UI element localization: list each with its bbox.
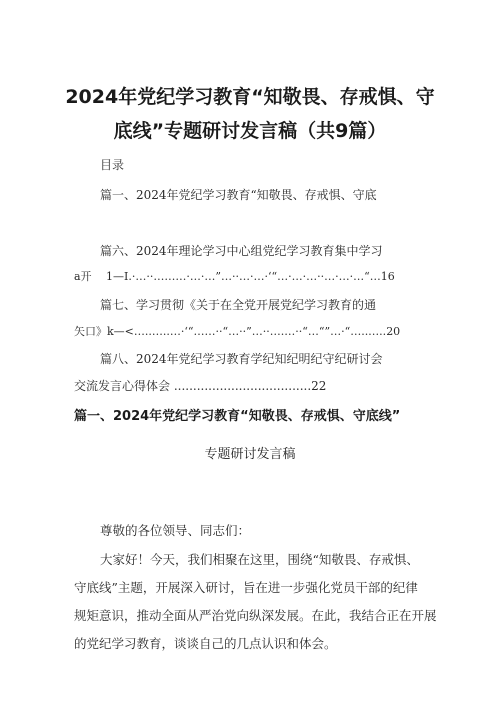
- toc-page-number: 20: [386, 325, 401, 338]
- toc-entry-text: 矢口》k—<…..…..…·‘“……··“…··”…··….…··“…“”…·“…..…..: [74, 325, 387, 338]
- toc-entry-text: 篇七、学习贯彻《关于在全党开展党纪学习教育的通: [100, 298, 377, 312]
- body-line: 大家好！今天，我们相聚在这里，围绕“知敬畏、存戒惧、: [100, 552, 419, 567]
- toc-entry[interactable]: [74, 323, 400, 339]
- toc-entry[interactable]: [100, 350, 383, 367]
- toc-entry-text: 篇八、2024年党纪学习教育学纪知纪明纪守纪研讨会: [100, 352, 383, 366]
- toc-entry[interactable]: [100, 242, 383, 259]
- toc-entry[interactable]: [74, 377, 326, 394]
- body-line: 守底线”主题，开展深入研讨，旨在进一步强化党员干部的纪律: [74, 580, 418, 595]
- body-salutation: 尊敬的各位领导、同志们：: [100, 523, 251, 538]
- toc-entry-text: a开 1—I.·…··………·…·…”…··…·…·‘“…·…·…··…·…·…“…: [74, 270, 381, 283]
- toc-heading: 目录: [100, 158, 125, 172]
- document-title-line-2: 底线”专题研讨发言稿（共9篇）: [113, 120, 387, 142]
- toc-entry-text: 篇一、2024年党纪学习教育“知敬畏、存戒惧、守底: [100, 188, 377, 202]
- toc-page-number: 16: [380, 270, 395, 283]
- toc-entry[interactable]: [100, 296, 376, 313]
- document-title-line-1: 2024年党纪学习教育“知敬畏、存戒惧、守: [65, 86, 435, 108]
- section-heading: 篇一、2024年党纪学习教育“知敬畏、存戒惧、守底线”: [74, 409, 401, 424]
- toc-entry-text: 篇六、2024年理论学习中心组党纪学习教育集中学习: [100, 244, 383, 258]
- section-subheading: 专题研讨发言稿: [204, 447, 296, 462]
- toc-entry-text: 交流发言心得体会 ....................................: [74, 379, 312, 393]
- toc-entry[interactable]: [100, 186, 377, 203]
- toc-page-number: 22: [311, 379, 327, 393]
- toc-entry[interactable]: [74, 268, 395, 284]
- body-line: 的党纪学习教育，谈谈自己的几点认识和体会。: [74, 636, 337, 651]
- body-line: 规矩意识，推动全面从严治党向纵深发展。在此，我结合正在开展: [74, 608, 437, 623]
